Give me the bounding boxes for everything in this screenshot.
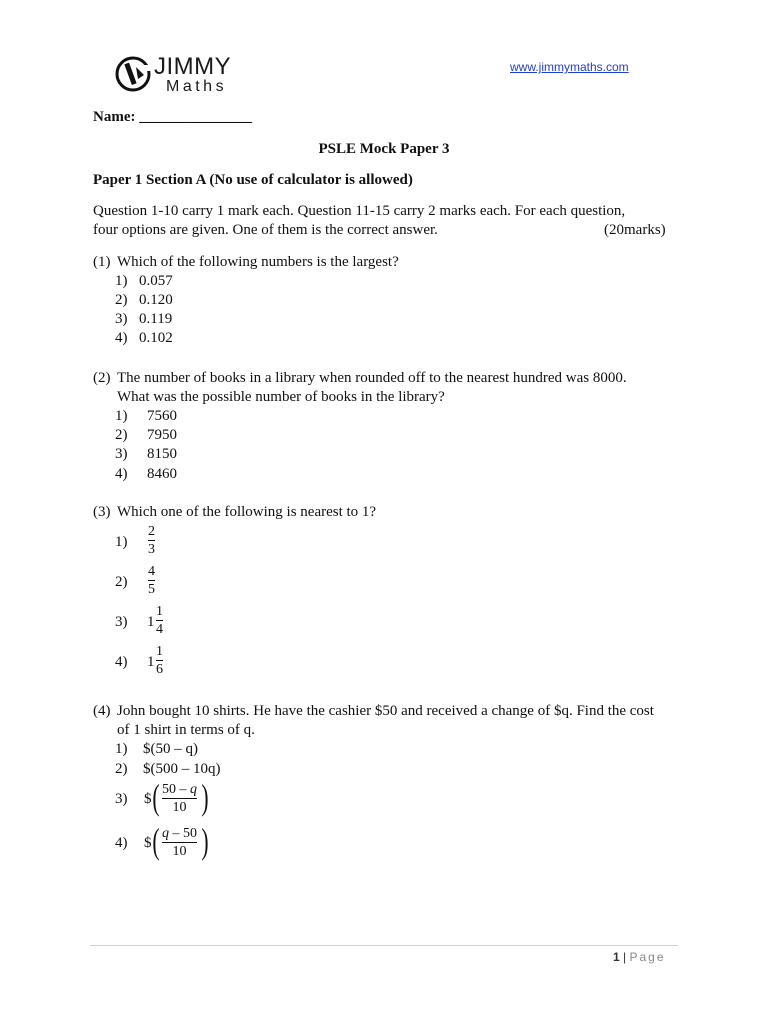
question-4-number: (4) xyxy=(93,703,111,719)
q4-option-3-fraction xyxy=(162,782,197,815)
footer-divider xyxy=(90,945,678,946)
question-2-number: (2) xyxy=(93,370,111,386)
q4-option-3-right-paren: ) xyxy=(201,777,209,817)
question-3-text: Which one of the following is nearest to 1? xyxy=(117,504,377,520)
q4-option-3-denominator: 10 xyxy=(172,800,187,815)
q3-option-3-denominator: 4 xyxy=(156,622,163,637)
q4-option-2-value: $(500 – 10q) xyxy=(143,761,221,777)
total-marks: (20marks) xyxy=(604,222,666,238)
jimmy-maths-logo xyxy=(114,53,254,99)
paper-title: PSLE Mock Paper 3 xyxy=(318,141,450,157)
q1-option-3-label: 3) xyxy=(115,311,128,327)
q2-option-2-label: 2) xyxy=(115,427,128,443)
q4-option-4-fraction xyxy=(162,826,197,859)
q4-option-1-value: $(50 – q) xyxy=(143,741,198,757)
q3-option-1-numerator: 2 xyxy=(148,524,155,539)
q2-option-3-value: 8150 xyxy=(147,446,177,462)
q4-option-3-left-paren: ( xyxy=(152,777,160,817)
q2-option-4-label: 4) xyxy=(115,466,128,482)
q4-option-2-label: 2) xyxy=(115,761,128,777)
q2-option-4-value: 8460 xyxy=(147,466,177,482)
q3-option-4-whole: 1 xyxy=(147,654,155,670)
q3-option-1-fraction xyxy=(148,524,155,557)
section-heading: Paper 1 Section A (No use of calculator is allowed) xyxy=(93,172,413,188)
q1-option-2-value: 0.120 xyxy=(139,292,173,308)
q1-option-1-value: 0.057 xyxy=(139,273,173,289)
q4-option-3-label: 3) xyxy=(115,791,128,807)
q2-option-2-value: 7950 xyxy=(147,427,177,443)
question-1-text: Which of the following numbers is the largest? xyxy=(117,254,399,270)
page-footer xyxy=(613,950,666,964)
q3-option-2-denominator: 5 xyxy=(148,582,155,597)
q3-option-3-fraction xyxy=(156,604,163,637)
footer-separator: | xyxy=(623,950,627,964)
page-word: Page xyxy=(629,950,666,964)
question-2-text-line-2: What was the possible number of books in the library? xyxy=(117,389,445,405)
q3-option-2-fraction xyxy=(148,564,155,597)
q3-option-3-whole: 1 xyxy=(147,614,155,630)
q1-option-3-value: 0.119 xyxy=(139,311,173,327)
question-4-text-line-2: of 1 shirt in terms of q. xyxy=(117,722,255,738)
logo-text-jimmy: JIMMY xyxy=(154,53,232,80)
logo-emblem-icon xyxy=(114,55,152,93)
q3-option-1-denominator: 3 xyxy=(148,542,155,557)
q4-option-4-left-paren: ( xyxy=(152,821,160,861)
q4-option-3-numerator: 50 – q xyxy=(162,782,197,797)
q4-option-4-right-paren: ) xyxy=(201,821,209,861)
logo-text-maths: Maths xyxy=(166,78,228,95)
q2-option-3-label: 3) xyxy=(115,446,128,462)
q4-option-1-label: 1) xyxy=(115,741,128,757)
question-2-text-line-1: The number of books in a library when rounded off to the nearest hundred was 8000. xyxy=(117,370,627,386)
instructions-line-2: four options are given. One of them is the correct answer. xyxy=(93,222,438,238)
question-3-number: (3) xyxy=(93,504,111,520)
q3-option-3-label: 3) xyxy=(115,614,128,630)
q4-option-4-dollar: $ xyxy=(144,835,152,851)
q3-option-3-numerator: 1 xyxy=(156,604,163,619)
q4-option-4-denominator: 10 xyxy=(172,844,187,859)
student-name-field: Name: _______________ xyxy=(93,109,252,125)
page-number: 1 xyxy=(613,950,620,964)
instructions-line-1: Question 1-10 carry 1 mark each. Question 11-15 carry 2 marks each. For each question, xyxy=(93,203,626,219)
website-link[interactable]: www.jimmymaths.com xyxy=(510,60,629,74)
q3-option-2-label: 2) xyxy=(115,574,128,590)
q3-option-4-denominator: 6 xyxy=(156,662,163,677)
question-4-text-line-1: John bought 10 shirts. He have the cashier $50 and received a change of $q. Find the cost xyxy=(117,703,654,719)
q3-option-1-label: 1) xyxy=(115,534,128,550)
q4-option-3-dollar: $ xyxy=(144,791,152,807)
q3-option-4-fraction xyxy=(156,644,163,677)
q2-option-1-label: 1) xyxy=(115,408,128,424)
question-1-number: (1) xyxy=(93,254,111,270)
q2-option-1-value: 7560 xyxy=(147,408,177,424)
q1-option-1-label: 1) xyxy=(115,273,128,289)
q3-option-4-label: 4) xyxy=(115,654,128,670)
q1-option-4-value: 0.102 xyxy=(139,330,173,346)
q3-option-4-numerator: 1 xyxy=(156,644,163,659)
q1-option-4-label: 4) xyxy=(115,330,128,346)
q1-option-2-label: 2) xyxy=(115,292,128,308)
q3-option-2-numerator: 4 xyxy=(148,564,155,579)
q4-option-4-numerator: q – 50 xyxy=(162,826,197,841)
q4-option-4-label: 4) xyxy=(115,835,128,851)
